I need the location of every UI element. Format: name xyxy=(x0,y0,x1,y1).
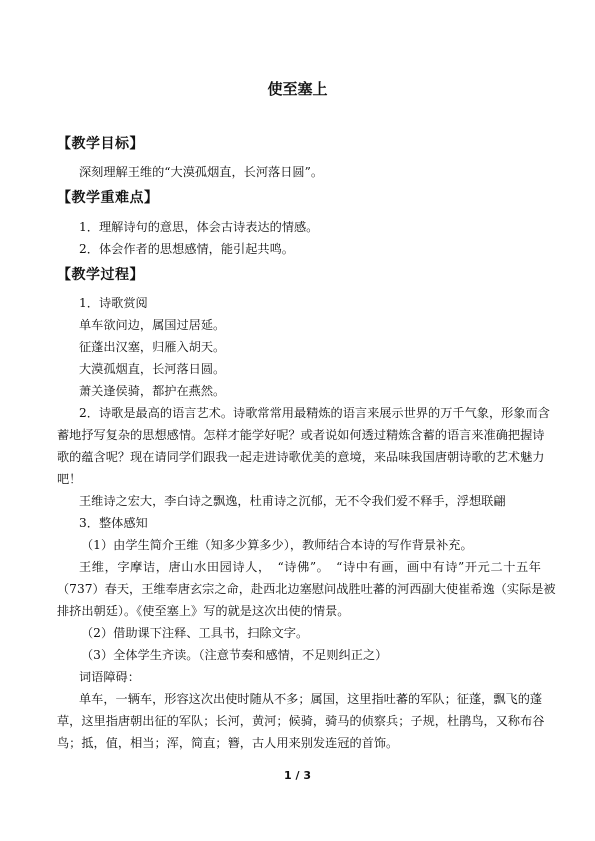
paragraph-line: 蓄地抒写复杂的思想感情。怎样才能学好呢？或者说如何透过精炼含蓄的语言来准确把握诗 xyxy=(57,428,545,442)
paragraph-line: 1．诗歌赏阅 xyxy=(79,296,148,310)
paragraph-line: （737）春天，王维奉唐玄宗之命，赴西北边塞慰问战胜吐蕃的河西副大使崔希逸（实际是被 xyxy=(57,582,556,596)
paragraph-line: 3．整体感知 xyxy=(79,516,148,530)
paragraph-line: （1）由学生简介王维（知多少算多少），教师结合本诗的写作背景补充。 xyxy=(81,538,473,552)
paragraph-line: 歌的蕴含呢？现在请同学们跟我一起走进诗歌优美的意境，来品味我国唐朝诗歌的艺术魅力 xyxy=(57,450,545,464)
paragraph-line: 2．体会作者的思想感情，能引起共鸣。 xyxy=(79,242,294,256)
paragraph-line: 2．诗歌是最高的语言艺术。诗歌常常用最精炼的语言来展示世界的万千气象，形象而含 xyxy=(79,406,550,420)
poem-line: 大漠孤烟直，长河落日圆。 xyxy=(79,362,226,376)
poem-line: 单车欲问边，属国过居延。 xyxy=(79,318,226,332)
poem-line: 萧关逢侯骑，都护在燕然。 xyxy=(79,384,226,398)
paragraph-line: 鸟；抵，值，相当；浑，简直；簪，古人用来别发连冠的首饰。 xyxy=(57,736,399,750)
paragraph-line: 单车，一辆车，形容这次出使时随从不多；属国，这里指吐蕃的军队；征蓬，飘飞的蓬 xyxy=(79,692,543,706)
page-title: 使至塞上 xyxy=(267,80,328,98)
paragraph-line: （2）借助课下注释、工具书，扫除文字。 xyxy=(81,626,309,640)
section-heading-process: 【教学过程】 xyxy=(57,267,144,283)
paragraph-line: 词语障碍： xyxy=(79,670,140,684)
paragraph-line: 深刻理解王维的“大漠孤烟直，长河落日圆”。 xyxy=(79,165,324,179)
paragraph-line: （3）全体学生齐读。（注意节奏和感情，不足则纠正之） xyxy=(81,648,388,662)
paragraph-line: 王维诗之宏大，李白诗之飘逸，杜甫诗之沉郁，无不令我们爱不释手，浮想联翩 xyxy=(79,494,506,508)
paragraph-line: 1．理解诗句的意思，体会古诗表达的情感。 xyxy=(79,220,319,234)
paragraph-line: 草，这里指唐朝出征的军队；长河，黄河；候骑，骑马的侦察兵；子规，杜鹃鸟，又称布谷 xyxy=(57,714,545,728)
section-heading-key-points: 【教学重难点】 xyxy=(57,190,159,206)
poem-line: 征蓬出汉塞，归雁入胡天。 xyxy=(79,340,226,354)
section-heading-goals: 【教学目标】 xyxy=(57,136,144,152)
page-number: 1 / 3 xyxy=(284,769,311,782)
paragraph-line: 吧！ xyxy=(57,472,82,486)
paragraph-line: 王维，字摩诘，唐山水田园诗人， “诗佛”。 “诗中有画，画中有诗”开元二十五年 xyxy=(79,560,541,574)
paragraph-line: 排挤出朝廷）。《使至塞上》写的就是这次出使的情景。 xyxy=(57,604,350,618)
